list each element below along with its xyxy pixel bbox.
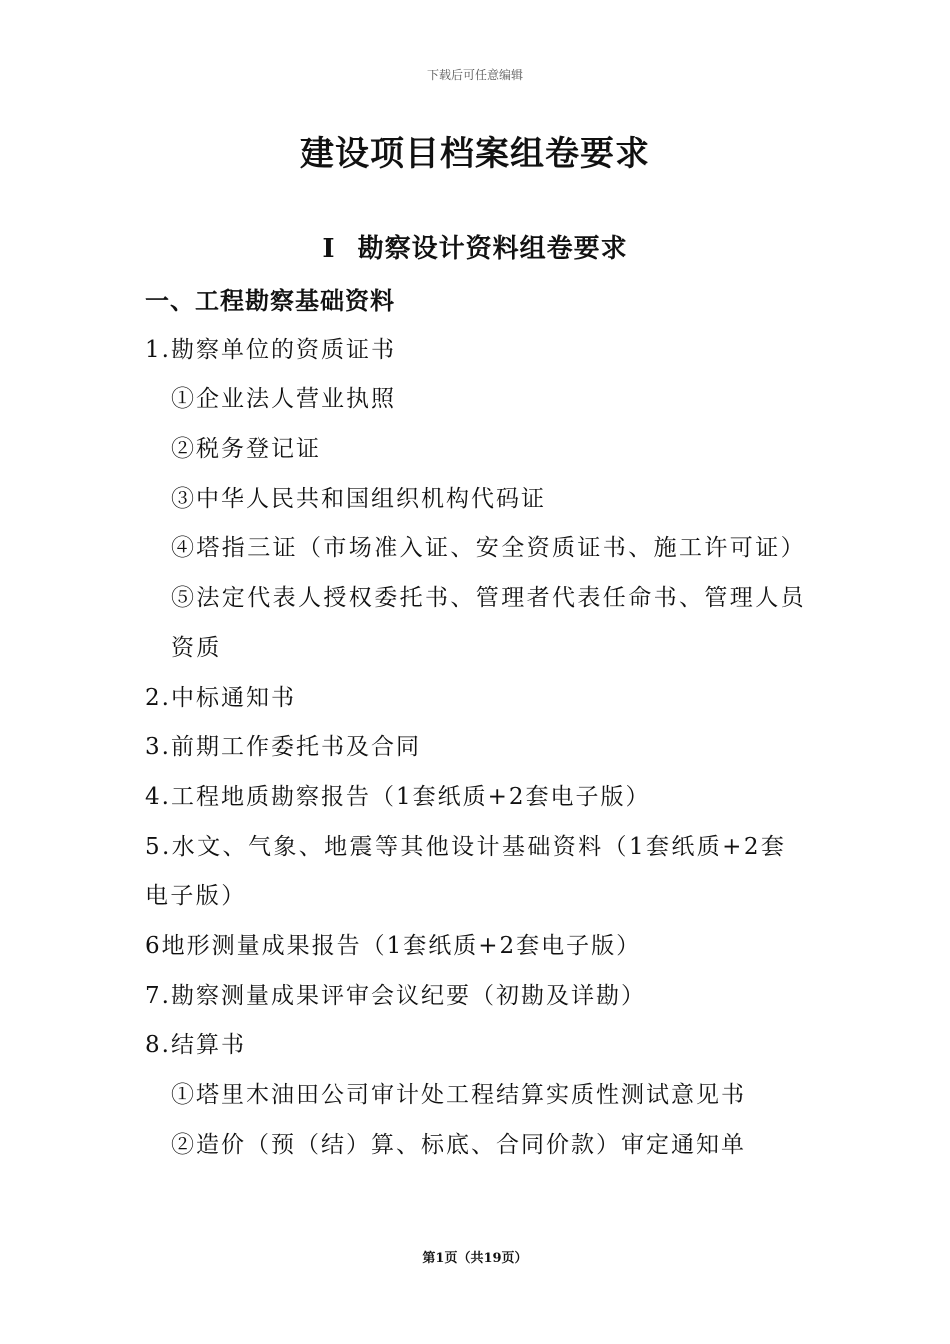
list-item: 4.工程地质勘察报告（1套纸质+2套电子版） (145, 783, 651, 810)
list-subitem: ④塔指三证（市场准入证、安全资质证书、施工许可证） (171, 535, 806, 562)
header-note: 下载后可任意编辑 (426, 68, 523, 82)
list-subitem: ②税务登记证 (171, 436, 321, 463)
list-subitem: ③中华人民共和国组织机构代码证 (171, 485, 546, 512)
list-item: 5.水文、气象、地震等其他设计基础资料（1套纸质+2套电子版） (145, 833, 787, 910)
list-item: 3.前期工作委托书及合同 (145, 734, 421, 761)
document-title: 建设项目档案组卷要求 (300, 134, 650, 174)
list-subitem: ①塔里木油田公司审计处工程结算实质性测试意见书 (171, 1082, 746, 1109)
list-item: 8.结算书 (145, 1032, 246, 1059)
page-footer: 第1页（共19页） (422, 1251, 528, 1266)
section-title: 勘察设计资料组卷要求 (357, 234, 628, 264)
list-item: 2.中标通知书 (145, 684, 296, 711)
list-item: 6地形测量成果报告（1套纸质+2套电子版） (145, 933, 642, 960)
list-subitem: ②造价（预（结）算、标底、合同价款）审定通知单 (171, 1131, 746, 1158)
list-subitem: ①企业法人营业执照 (171, 386, 396, 413)
list-subitem: ⑤法定代表人授权委托书、管理者代表任命书、管理人员资质 (171, 585, 806, 661)
list-item: 1.勘察单位的资质证书 (145, 336, 396, 363)
subsection-heading: 一、工程勘察基础资料 (145, 286, 395, 315)
document-body (145, 276, 807, 1170)
list-item: 7.勘察测量成果评审会议纪要（初勘及详勘） (145, 982, 646, 1009)
section-heading (0, 228, 950, 265)
section-number: I (322, 234, 336, 264)
